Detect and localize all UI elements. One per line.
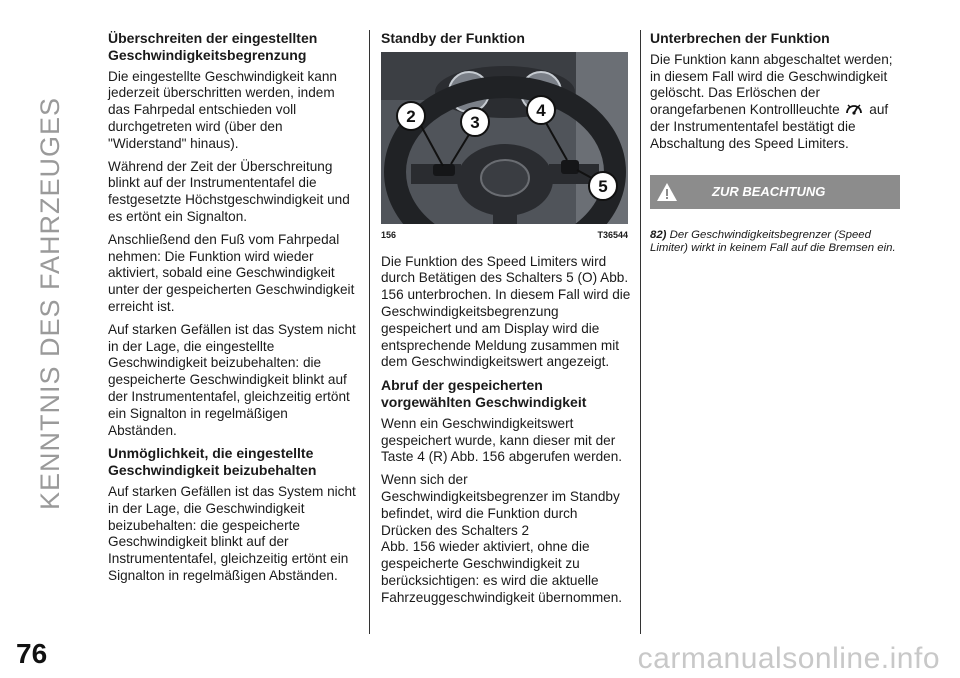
svg-text:3: 3 (470, 112, 480, 132)
warning-triangle-icon (656, 181, 678, 203)
notice-header (650, 175, 900, 209)
steering-wheel-figure (381, 52, 628, 224)
steering-wheel-illustration (381, 52, 628, 224)
paragraph: Auf starken Gefällen ist das System nicht in der Lage, die eingestellte Geschwindigkeit beizubehalten: die gespeicherte Geschwindigkeit blinkt auf der Instrumententafel, gleichzeitig ertönt ein Signalton in regelmäßigen Abständen. (108, 321, 356, 438)
notice-title: ZUR BEACHTUNG (712, 183, 826, 199)
figure-code: T36544 (597, 229, 628, 240)
paragraph: Die Funktion des Speed Limiters wird durch Betätigen des Schalters 5 (O) Abb. 156 unterbrochen. In diesem Fall wird die Geschwindigkeitsbegrenzung gespeichert und am Display wird die entsprechende Meldung zusammen mit dem Geschwindigkeitswert angezeigt. (381, 253, 631, 370)
column-middle (381, 30, 631, 613)
svg-text:2: 2 (406, 106, 416, 126)
paragraph: Wenn sich der Geschwindigkeitsbegrenzer im Standby befindet, wird die Funktion durch Drücken des Schalters 2 Abb. 156 wieder aktiviert, ohne die gespeicherte Geschwindigkeit zu berücksichtigen: es wird die aktuelle Fahrzeuggeschwindigkeit übernommen. (381, 472, 623, 605)
display-readout: 888 (495, 85, 515, 97)
column-right (650, 30, 902, 255)
notice-ref: 82) (650, 228, 667, 241)
figure-caption (381, 227, 628, 244)
watermark: carmanualsonline.info (637, 642, 940, 675)
callout-4 (527, 96, 555, 124)
paragraph: Die Funktion kann abgeschaltet werden; in diesem Fall wird die Geschwindigkeit gelöscht. Das Erlöschen der orangefarbenen Kontrollleuchte auf der Instrumententafel bestätigt die Abschaltung des Speed Limiters. (650, 51, 893, 151)
section-side-tab: KENNTNIS DES FAHRZEUGES (35, 96, 65, 510)
heading-exceeding-limit: Überschreiten der eingestellten Geschwindigkeitsbegrenzung (108, 30, 318, 63)
notice-text: Der Geschwindigkeitsbegrenzer (Speed Limiter) wirkt in keinem Fall auf die Bremsen ein. (650, 228, 896, 254)
column-divider (369, 30, 370, 634)
paragraph: Anschließend den Fuß vom Fahrpedal nehmen: Die Funktion wird wieder aktiviert, sobald eine Geschwindigkeit unter der gespeicherten Geschwindigkeit erreicht ist. (108, 231, 355, 314)
paragraph: Während der Zeit der Überschreitung blinkt auf der Instrumententafel die festgesetzte Höchstgeschwindigkeit und es ertönt ein Signalton. (108, 158, 350, 224)
paragraph: Die eingestellte Geschwindigkeit kann jederzeit überschritten werden, indem das Fahrpedal entschieden voll durchgetreten wird (über den "Widerstand" hinaus). (108, 68, 337, 151)
paragraph: Auf starken Gefällen ist das System nicht in der Lage, die Geschwindigkeit beizubehalten: die gespeicherte Geschwindigkeit blinkt auf der Instrumententafel, gleichzeitig ertönt ein Signalton in regelmäßigen Abständen. (108, 483, 356, 583)
callout-3 (461, 108, 489, 136)
callout-5 (589, 172, 617, 200)
speed-limiter-lamp-icon (845, 102, 863, 116)
svg-text:5: 5 (598, 176, 608, 196)
heading-interrupt-function: Unterbrechen der Funktion (650, 30, 830, 46)
heading-cannot-maintain-speed: Unmöglichkeit, die eingestellte Geschwindigkeit beizubehalten (108, 445, 317, 479)
heading-standby: Standby der Funktion (381, 30, 525, 46)
paragraph: Wenn ein Geschwindigkeitswert gespeichert wurde, kann dieser mit der Taste 4 (R) Abb. 156 abgerufen werden. (381, 415, 623, 465)
column-left (108, 30, 358, 591)
column-divider (640, 30, 641, 634)
svg-text:4: 4 (536, 100, 546, 120)
notice-body (650, 229, 902, 256)
page-number: 76 (16, 638, 48, 669)
callout-2 (397, 102, 425, 130)
figure-number: 156 (381, 229, 397, 240)
heading-recall-speed: Abruf der gespeicherten vorgewählten Geschwindigkeit (381, 377, 587, 410)
